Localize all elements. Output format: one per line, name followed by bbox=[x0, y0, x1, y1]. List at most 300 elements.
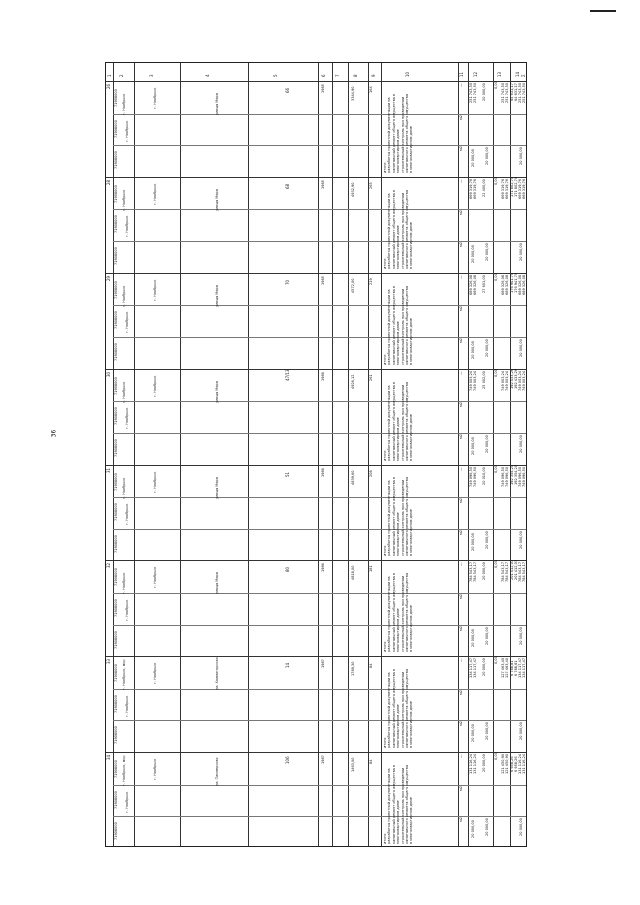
fund-amount: 784 543,17 bbox=[505, 562, 509, 583]
share: 0,00 bbox=[494, 560, 498, 569]
header-col-number: 8 bbox=[353, 74, 358, 77]
column-divider bbox=[318, 63, 319, 846]
row-number: 31 bbox=[106, 467, 111, 473]
owner-amount: 176 941,70 bbox=[510, 272, 514, 293]
oktmo-code: 71908000 bbox=[114, 630, 118, 649]
unit: м2 bbox=[459, 338, 463, 343]
page-corner-mark bbox=[590, 10, 616, 12]
cost: 20 010,00 bbox=[482, 466, 486, 485]
row-divider bbox=[106, 273, 526, 274]
fund-amount: 689 326,08 bbox=[501, 274, 505, 295]
amount: 20 000,00 bbox=[471, 628, 475, 647]
settlement: г. Ноябрьск bbox=[122, 93, 126, 115]
unit: м2 bbox=[459, 433, 463, 439]
subrow-divider bbox=[113, 593, 526, 594]
owner-amount: 192 433,26 bbox=[510, 368, 514, 389]
work-item: капитального ремонта общего имущества bbox=[405, 381, 410, 461]
municipality: г. Ноябрьск bbox=[153, 662, 157, 685]
header-col-number: 5 bbox=[273, 74, 278, 77]
oktmo-code: 71908000 bbox=[114, 664, 118, 683]
amount: 749 096,50 bbox=[473, 466, 477, 487]
settlement: г. Ноябрьск bbox=[122, 189, 126, 211]
house-number: 80 bbox=[285, 567, 290, 573]
municipality: г. Ноябрьск bbox=[153, 279, 157, 301]
work-item: строительный контроль при проведении bbox=[400, 576, 405, 653]
cost: 27 601,00 bbox=[482, 274, 486, 293]
header-col-number: 3 bbox=[149, 74, 154, 77]
amount: 689 326,08 bbox=[469, 274, 473, 295]
share: 0,00 bbox=[494, 81, 498, 89]
work-item: капитального ремонта общего имущества bbox=[405, 573, 410, 653]
work-item: разработка проектной документации на bbox=[387, 193, 392, 269]
subrow-divider bbox=[113, 337, 526, 338]
row-total: 20 000,00 bbox=[519, 339, 523, 357]
work-item: строительный контроль при проведении bbox=[400, 767, 405, 844]
work-item: итого bbox=[383, 450, 387, 461]
work-item: капитального ремонта общего имущества bbox=[405, 669, 410, 749]
municipality: г. Ноябрьск bbox=[153, 566, 157, 589]
work-item: в многоквартирном доме bbox=[409, 509, 414, 557]
work-item: капитального ремонта общего имущества bbox=[405, 477, 410, 557]
work-item: строительный контроль при проведении bbox=[400, 192, 405, 269]
work-item: капитальный ремонт общего имущества в bbox=[391, 381, 396, 461]
owner-amount: 192 433,26 bbox=[514, 368, 518, 389]
header-col-number: 10 bbox=[405, 71, 410, 77]
work-item: капитальный ремонт общего имущества в bbox=[391, 189, 396, 269]
unit: м2 bbox=[459, 210, 463, 216]
column-divider bbox=[381, 63, 382, 846]
house-number: 106 bbox=[285, 756, 290, 765]
build-year: 1987 bbox=[321, 659, 325, 669]
row-number: 34 bbox=[106, 755, 111, 761]
work-item: итого bbox=[383, 833, 387, 844]
house-number: 14 bbox=[285, 663, 290, 669]
work-item: итого bbox=[383, 641, 387, 653]
total-area: 3344,90 bbox=[351, 86, 355, 101]
amount: 749 096,50 bbox=[469, 466, 473, 487]
work-item: итого bbox=[383, 545, 387, 557]
owner-amount: 6 788,81 bbox=[514, 660, 518, 677]
row-divider bbox=[106, 369, 526, 370]
work-item: в многоквартирном доме bbox=[409, 126, 414, 173]
amount: 784 543,17 bbox=[473, 562, 477, 583]
district: г. Ноябрьск bbox=[125, 311, 129, 334]
work-item: разработка проектной документации на bbox=[387, 576, 392, 653]
subrow-divider bbox=[113, 625, 526, 626]
work-item: многоквартирном доме bbox=[396, 512, 401, 557]
subrow-divider bbox=[113, 241, 526, 242]
work-item: в многоквартирном доме bbox=[409, 701, 414, 749]
amount: 669 319,76 bbox=[473, 178, 477, 199]
unit: м2 bbox=[459, 402, 463, 408]
amount: 134 117,47 bbox=[473, 658, 477, 679]
work-item: разработка проектной документации на bbox=[387, 97, 392, 173]
column-divider bbox=[134, 63, 135, 846]
owner-amount: 6 958,26 bbox=[510, 756, 514, 773]
residents-count: 208 bbox=[369, 469, 373, 477]
amount: 20 000,00 bbox=[471, 437, 475, 455]
build-year: 1985 bbox=[321, 179, 325, 189]
cost: 20 000,00 bbox=[485, 818, 489, 837]
build-year: 1985 bbox=[321, 275, 325, 285]
street: улица Мира bbox=[215, 476, 219, 499]
fund-amount: 121 450,90 bbox=[505, 754, 509, 775]
municipality: г. Ноябрьск bbox=[153, 375, 157, 397]
row-total: 20 000,00 bbox=[519, 147, 523, 166]
house-number: 47/13 bbox=[285, 369, 290, 381]
amount: 749 003,24 bbox=[469, 370, 473, 391]
owner-amount: 176 941,70 bbox=[514, 272, 518, 293]
unit: м2 bbox=[459, 689, 463, 695]
header-col-number: 11 bbox=[459, 71, 464, 77]
oktmo-code: 71908000 bbox=[114, 343, 118, 361]
oktmo-code: 71908000 bbox=[114, 215, 118, 234]
residents-count: 261 bbox=[369, 373, 373, 381]
header-divider bbox=[106, 81, 526, 82]
amount: 669 319,76 bbox=[469, 178, 473, 199]
header-col-number: 6 bbox=[321, 74, 326, 77]
row-divider bbox=[106, 465, 526, 466]
share: 0,00 bbox=[494, 464, 498, 473]
unit: м2 bbox=[459, 594, 463, 599]
amount: 134 117,47 bbox=[469, 658, 473, 679]
amount: 131 116,24 bbox=[469, 754, 473, 775]
owner-amount: 171 802,70 bbox=[510, 176, 514, 197]
share: 0,00 bbox=[494, 177, 498, 185]
district: г. Ноябрьск bbox=[125, 503, 129, 526]
fund-amount: 669 319,76 bbox=[501, 178, 505, 199]
oktmo-code: 71908000 bbox=[114, 311, 118, 330]
municipality: г. Ноябрьск bbox=[153, 183, 157, 205]
cost: 20 000,00 bbox=[485, 626, 489, 645]
column-divider bbox=[368, 63, 369, 846]
cost: 20 000,00 bbox=[485, 530, 489, 549]
total-area: 4932,90 bbox=[351, 182, 355, 197]
cost: 20 000,00 bbox=[482, 562, 486, 581]
row-total: 749 003,24 bbox=[522, 370, 526, 391]
row-total: 134 117,47 bbox=[522, 658, 526, 679]
oktmo-code: 71908000 bbox=[114, 534, 118, 553]
fund-amount: 121 450,90 bbox=[501, 754, 505, 775]
subrow-divider bbox=[113, 497, 526, 498]
total-area: 4572,00 bbox=[351, 278, 355, 293]
work-item: капитального ремонта общего имущества bbox=[405, 189, 410, 269]
subrow-divider bbox=[113, 689, 526, 690]
amount: 20 000,00 bbox=[471, 532, 475, 551]
unit: — bbox=[459, 467, 463, 471]
build-year: 1986 bbox=[321, 371, 325, 381]
work-item: многоквартирном доме bbox=[396, 608, 401, 653]
unit: м2 bbox=[459, 625, 463, 631]
house-number: 68 bbox=[285, 183, 290, 189]
work-item: многоквартирном доме bbox=[396, 129, 401, 173]
work-item: капитальный ремонт общего имущества в bbox=[391, 573, 396, 653]
works-list bbox=[383, 277, 414, 365]
build-year: 1986 bbox=[321, 467, 325, 477]
fund-amount: 669 319,76 bbox=[505, 178, 509, 199]
row-total: 131 116,24 bbox=[522, 754, 526, 775]
street: улица Мира bbox=[215, 572, 219, 595]
subrow-divider bbox=[113, 114, 526, 115]
amount: 20 000,00 bbox=[471, 149, 475, 168]
unit: — bbox=[459, 754, 463, 759]
column-divider bbox=[180, 63, 181, 846]
owner-amount: 64 631,17 bbox=[514, 83, 518, 101]
row-total: 749 096,50 bbox=[522, 466, 526, 487]
row-total: 749 003,24 bbox=[518, 370, 522, 391]
row-total: 749 096,50 bbox=[518, 466, 522, 487]
fund-amount: 749 003,24 bbox=[501, 370, 505, 391]
cost: 25 002,00 bbox=[482, 370, 486, 389]
total-area: 4926,12 bbox=[351, 374, 355, 389]
subrow-divider bbox=[113, 785, 526, 786]
row-total: 689 326,08 bbox=[518, 274, 522, 295]
unit: — bbox=[459, 658, 463, 663]
row-number: 28 bbox=[106, 179, 111, 185]
work-item: многоквартирном доме bbox=[396, 225, 401, 269]
oktmo-code: 71908000 bbox=[114, 695, 118, 713]
residents-count: 84 bbox=[369, 663, 373, 669]
unit: м2 bbox=[459, 498, 463, 504]
fund-amount: 784 543,17 bbox=[501, 562, 505, 583]
share: 0,00 bbox=[494, 272, 498, 281]
unit: — bbox=[459, 275, 463, 279]
work-item: капитального ремонта общего имущества bbox=[405, 285, 410, 365]
row-total: 251 743,50 bbox=[518, 82, 522, 103]
row-number: 32 bbox=[106, 563, 111, 569]
row-total: 669 319,76 bbox=[522, 178, 526, 199]
works-table bbox=[105, 62, 527, 847]
work-item: итого bbox=[383, 737, 387, 749]
row-divider bbox=[106, 177, 526, 178]
row-total: 689 326,08 bbox=[522, 274, 526, 295]
house-number: 66 bbox=[285, 87, 290, 93]
fund-amount: 749 003,24 bbox=[505, 370, 509, 391]
unit: м2 bbox=[459, 242, 463, 248]
work-item: капитальный ремонт общего имущества в bbox=[391, 93, 396, 173]
owner-amount: 6 958,26 bbox=[514, 756, 518, 773]
row-number: 26 bbox=[106, 83, 111, 89]
unit: м2 bbox=[459, 785, 463, 791]
district: г. Ноябрьск bbox=[125, 695, 129, 717]
cost: 20 000,00 bbox=[485, 722, 489, 741]
row-number: 29 bbox=[106, 275, 111, 281]
oktmo-code: 71908000 bbox=[114, 760, 118, 779]
residents-count: 84 bbox=[369, 759, 373, 765]
row-total: 251 743,50 bbox=[522, 82, 526, 103]
work-item: строительный контроль при проведении bbox=[400, 288, 405, 365]
settlement: г. Ноябрьск bbox=[122, 477, 126, 499]
unit: — bbox=[459, 371, 463, 375]
header-col-number: 2 bbox=[119, 74, 124, 77]
amount: 20 000,00 bbox=[471, 245, 475, 264]
row-total: 784 543,17 bbox=[522, 562, 526, 583]
oktmo-code: 71908000 bbox=[114, 790, 118, 809]
work-item: капитального ремонта общего имущества bbox=[405, 764, 410, 844]
oktmo-code: 71908000 bbox=[114, 151, 118, 170]
works-list bbox=[383, 756, 414, 844]
row-total: 131 116,24 bbox=[518, 754, 522, 775]
oktmo-code: 71908000 bbox=[114, 503, 118, 522]
unit: м2 bbox=[459, 146, 463, 152]
fund-amount: 749 096,50 bbox=[505, 466, 509, 487]
unit: м2 bbox=[459, 529, 463, 535]
build-year: 1985 bbox=[321, 84, 325, 93]
work-item: строительный контроль при проведении bbox=[400, 480, 405, 557]
header-col-number: 4 bbox=[205, 74, 210, 77]
cost: 20 000,00 bbox=[482, 83, 486, 101]
share: 0,00 bbox=[494, 752, 498, 761]
street: улица Мира bbox=[215, 188, 219, 211]
works-list bbox=[383, 660, 414, 748]
work-item: итого bbox=[383, 354, 387, 365]
district: г. Ноябрьск bbox=[125, 120, 129, 142]
work-item: в многоквартирном доме bbox=[409, 317, 414, 365]
work-item: многоквартирном доме bbox=[396, 320, 401, 365]
row-total: 20 000,00 bbox=[519, 722, 523, 741]
settlement: г. Ноябрьск bbox=[122, 572, 126, 595]
fund-amount: 749 096,50 bbox=[501, 466, 505, 487]
work-item: разработка проектной документации на bbox=[387, 289, 392, 365]
share: 0,00 bbox=[494, 368, 498, 377]
fund-amount: 689 326,08 bbox=[505, 274, 509, 295]
municipality: г. Ноябрьск bbox=[153, 758, 157, 781]
settlement: г. Ноябрьск bbox=[122, 381, 126, 403]
owner-amount: 192 354,20 bbox=[514, 464, 518, 485]
fund-amount: 127 463,40 bbox=[505, 658, 509, 679]
amount: 20 000,00 bbox=[471, 724, 475, 743]
work-item: разработка проектной документации на bbox=[387, 672, 392, 749]
subrow-divider bbox=[113, 305, 526, 306]
work-item: в многоквартирном доме bbox=[409, 221, 414, 269]
oktmo-code: 71908000 bbox=[114, 119, 118, 138]
work-item: строительный контроль при проведении bbox=[400, 672, 405, 749]
row-total: 20 000,00 bbox=[519, 818, 523, 837]
oktmo-code: 71908000 bbox=[114, 568, 118, 587]
fund-amount: 251 743,50 bbox=[505, 82, 509, 103]
row-total: 669 319,76 bbox=[518, 178, 522, 199]
house-number: 51 bbox=[285, 471, 290, 477]
row-total: 20 000,00 bbox=[519, 243, 523, 262]
works-list bbox=[383, 469, 414, 557]
amount: 251 743,50 bbox=[469, 82, 473, 103]
amount: 749 003,24 bbox=[473, 370, 477, 391]
build-year: 1986 bbox=[321, 563, 325, 573]
row-total: 20 000,00 bbox=[519, 626, 523, 645]
row-number: 30 bbox=[106, 371, 111, 377]
municipality: г. Ноябрьск bbox=[153, 87, 157, 109]
subrow-divider bbox=[113, 816, 526, 817]
district: г. Ноябрьск bbox=[125, 216, 129, 238]
cost: 20 000,00 bbox=[485, 243, 489, 262]
row-divider bbox=[106, 656, 526, 657]
total-area: 4839,60 bbox=[351, 470, 355, 485]
work-item: капитальный ремонт общего имущества в bbox=[391, 669, 396, 749]
work-item: в многоквартирном доме bbox=[409, 413, 414, 461]
subrow-divider bbox=[113, 529, 526, 530]
column-divider bbox=[348, 63, 349, 846]
amount: 20 000,00 bbox=[471, 341, 475, 359]
cost: 22 400,00 bbox=[482, 179, 486, 197]
district: г. Ноябрьск bbox=[125, 599, 129, 621]
unit: м2 bbox=[459, 817, 463, 823]
row-total: 20 000,00 bbox=[519, 435, 523, 453]
street: улица Мира bbox=[215, 93, 219, 115]
work-item: капитальный ремонт общего имущества в bbox=[391, 765, 396, 844]
owner-amount: 201 412,03 bbox=[514, 560, 518, 581]
works-list bbox=[383, 85, 414, 173]
district: г. Ноябрьск bbox=[125, 407, 129, 430]
residents-count: 219 bbox=[369, 278, 373, 285]
street: ул. Холмогорская bbox=[215, 657, 219, 691]
house-number: 70 bbox=[285, 279, 290, 285]
settlement: г. Ноябрьск bbox=[122, 285, 126, 307]
residents-count: 181 bbox=[369, 565, 373, 573]
column-divider bbox=[248, 63, 249, 846]
unit: — bbox=[459, 83, 463, 87]
residents-count: 265 bbox=[369, 182, 373, 189]
work-item: в многоквартирном доме bbox=[409, 605, 414, 653]
row-total: 134 117,47 bbox=[518, 658, 522, 679]
amount: 251 743,50 bbox=[473, 82, 477, 103]
district: г. Ноябрьск bbox=[125, 791, 129, 813]
works-list bbox=[383, 181, 414, 269]
row-divider bbox=[106, 560, 526, 561]
work-item: капитальный ремонт общего имущества в bbox=[391, 285, 396, 365]
cost: 20 000,00 bbox=[485, 435, 489, 453]
oktmo-code: 71908000 bbox=[114, 822, 118, 841]
owner-amount: 64 631,17 bbox=[510, 83, 514, 101]
oktmo-code: 71908000 bbox=[114, 89, 118, 107]
work-item: разработка проектной документации на bbox=[387, 768, 392, 844]
street: улица Мира bbox=[215, 380, 219, 403]
work-item: многоквартирном доме bbox=[396, 704, 401, 749]
unit: м2 bbox=[459, 721, 463, 727]
subrow-divider bbox=[113, 433, 526, 434]
work-item: в многоквартирном доме bbox=[409, 797, 414, 844]
works-list bbox=[383, 564, 414, 652]
work-item: строительный контроль при проведении bbox=[400, 96, 405, 173]
unit: — bbox=[459, 562, 463, 567]
header-col-number: 7 bbox=[335, 74, 340, 77]
oktmo-code: 71908000 bbox=[114, 185, 118, 203]
street: улица Мира bbox=[215, 284, 219, 307]
subrow-divider bbox=[113, 401, 526, 402]
row-number: 33 bbox=[106, 659, 111, 665]
fund-amount: 127 463,40 bbox=[501, 658, 505, 679]
header-col-number: 1 bbox=[107, 74, 112, 77]
row-total: 784 543,17 bbox=[518, 562, 522, 583]
street: ул. Пионерская bbox=[215, 757, 219, 787]
page-number: 36 bbox=[50, 429, 58, 438]
cost: 20 000,00 bbox=[482, 658, 486, 677]
work-item: многоквартирном доме bbox=[396, 416, 401, 461]
municipality: г. Ноябрьск bbox=[153, 471, 157, 493]
oktmo-code: 71908000 bbox=[114, 247, 118, 266]
work-item: многоквартирном доме bbox=[396, 800, 401, 844]
amount: 20 000,00 bbox=[471, 820, 475, 839]
work-item: итого bbox=[383, 162, 387, 173]
amount: 131 116,24 bbox=[473, 754, 477, 775]
unit: м2 bbox=[459, 114, 463, 120]
total-area: 1463,00 bbox=[351, 757, 355, 773]
header-col-number: 13 bbox=[497, 71, 502, 77]
header-col-number: 14 bbox=[515, 71, 520, 77]
row-divider bbox=[106, 752, 526, 753]
work-item: разработка проектной документации на bbox=[387, 480, 392, 557]
row-total: 20 000,00 bbox=[519, 530, 523, 549]
cost: 20 000,00 bbox=[485, 147, 489, 166]
